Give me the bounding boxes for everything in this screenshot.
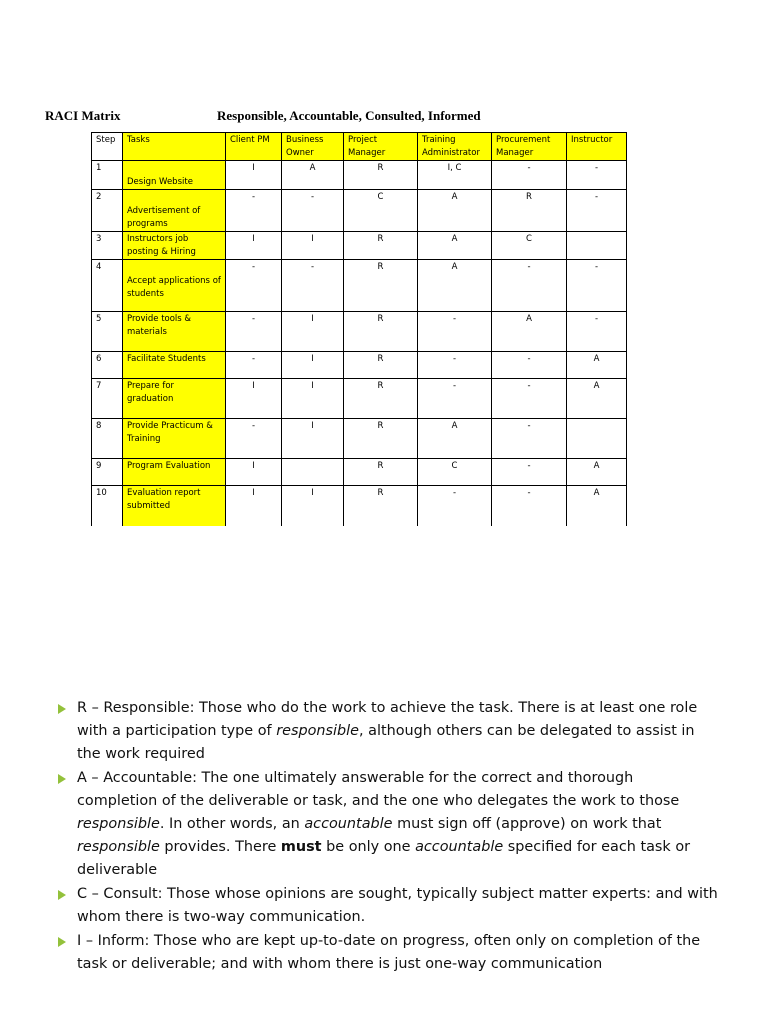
col-header-tasks: Tasks	[123, 133, 226, 161]
table-row	[92, 379, 627, 419]
step-cell: 2	[92, 190, 123, 232]
raci-value-cell: C	[344, 190, 418, 232]
table-row	[92, 486, 627, 526]
raci-value-cell: -	[226, 352, 282, 379]
col-header-training-administrator: Training Administrator	[418, 133, 492, 161]
raci-value-cell: -	[492, 352, 567, 379]
raci-value-cell: C	[418, 459, 492, 486]
raci-value-cell: A	[567, 459, 627, 486]
raci-value-cell: I	[282, 379, 344, 419]
raci-value-cell: I	[226, 486, 282, 526]
task-cell: Evaluation report submitted	[123, 486, 226, 526]
raci-value-cell: A	[492, 312, 567, 352]
raci-value-cell: -	[418, 352, 492, 379]
col-header-instructor: Instructor	[567, 133, 627, 161]
col-header-step: Step	[92, 133, 123, 161]
raci-value-cell: R	[344, 379, 418, 419]
raci-value-cell: A	[418, 260, 492, 312]
task-cell: Accept applications of students	[123, 260, 226, 312]
raci-value-cell: -	[492, 486, 567, 526]
raci-value-cell: R	[344, 232, 418, 260]
step-cell: 6	[92, 352, 123, 379]
step-cell: 8	[92, 419, 123, 459]
raci-value-cell: -	[492, 161, 567, 190]
col-header-project-manager: Project Manager	[344, 133, 418, 161]
raci-value-cell: A	[418, 419, 492, 459]
raci-value-cell: A	[282, 161, 344, 190]
legend-item-inform: I – Inform: Those who are kept up-to-date on progress, often only on completion of the task or deliverable; and with whom there is just one-way communication	[58, 930, 718, 976]
raci-value-cell: I	[282, 232, 344, 260]
matrix-title: RACI Matrix	[45, 108, 121, 123]
raci-value-cell: -	[492, 419, 567, 459]
raci-value-cell: I	[226, 459, 282, 486]
step-cell: 9	[92, 459, 123, 486]
raci-value-cell: -	[418, 312, 492, 352]
table-row	[92, 260, 627, 312]
col-header-procurement-manager: Procurement Manager	[492, 133, 567, 161]
step-cell: 10	[92, 486, 123, 526]
triangle-bullet-icon	[58, 890, 66, 900]
raci-value-cell: A	[418, 232, 492, 260]
raci-value-cell: I	[226, 379, 282, 419]
table-row	[92, 419, 627, 459]
raci-value-cell: -	[567, 190, 627, 232]
table-row	[92, 352, 627, 379]
step-cell: 1	[92, 161, 123, 190]
table-row	[92, 459, 627, 486]
raci-value-cell: -	[492, 260, 567, 312]
raci-value-cell: -	[226, 260, 282, 312]
task-cell: Facilitate Students	[123, 352, 226, 379]
raci-value-cell: A	[567, 352, 627, 379]
raci-value-cell: R	[492, 190, 567, 232]
step-cell: 7	[92, 379, 123, 419]
raci-value-cell: -	[226, 312, 282, 352]
raci-value-cell: -	[567, 161, 627, 190]
raci-value-cell: A	[567, 379, 627, 419]
task-cell: Prepare for graduation	[123, 379, 226, 419]
raci-value-cell: I, C	[418, 161, 492, 190]
raci-value-cell: R	[344, 352, 418, 379]
task-cell: Provide Practicum & Training	[123, 419, 226, 459]
raci-value-cell: R	[344, 260, 418, 312]
table-row	[92, 232, 627, 260]
table-row	[92, 161, 627, 190]
task-cell: Program Evaluation	[123, 459, 226, 486]
raci-value-cell: -	[567, 312, 627, 352]
raci-value-cell	[567, 232, 627, 260]
legend-item-accountable: A – Accountable: The one ultimately answerable for the correct and thorough completion of the deliverable or task, and the one who delegates the work to those responsible. In other words, an accountable must sign off (approve) on work that responsible provides. There must be only one accountable specified for each task or deliverable	[58, 767, 718, 882]
table-header-row	[92, 133, 627, 161]
table-row	[92, 190, 627, 232]
task-cell: Provide tools & materials	[123, 312, 226, 352]
raci-value-cell: I	[282, 486, 344, 526]
task-cell: Advertisement of programs	[123, 190, 226, 232]
raci-value-cell: -	[418, 379, 492, 419]
raci-legend	[58, 697, 718, 977]
task-cell: Design Website	[123, 161, 226, 190]
raci-value-cell: A	[418, 190, 492, 232]
triangle-bullet-icon	[58, 704, 66, 714]
raci-value-cell: A	[567, 486, 627, 526]
step-cell: 4	[92, 260, 123, 312]
legend-item-consult: C – Consult: Those whose opinions are sought, typically subject matter experts: and with whom there is two-way communication.	[58, 883, 718, 929]
raci-value-cell: -	[282, 190, 344, 232]
col-header-client-pm: Client PM	[226, 133, 282, 161]
legend-item-responsible: R – Responsible: Those who do the work to achieve the task. There is at least one role with a participation type of responsible, although others can be delegated to assist in the work required	[58, 697, 718, 766]
step-cell: 5	[92, 312, 123, 352]
matrix-subtitle: Responsible, Accountable, Consulted, Informed	[217, 108, 481, 123]
task-cell: Instructors job posting & Hiring	[123, 232, 226, 260]
raci-value-cell: -	[492, 459, 567, 486]
raci-value-cell: -	[567, 260, 627, 312]
raci-value-cell: -	[492, 379, 567, 419]
raci-value-cell: R	[344, 459, 418, 486]
raci-value-cell: R	[344, 312, 418, 352]
raci-value-cell	[282, 459, 344, 486]
col-header-business-owner: Business Owner	[282, 133, 344, 161]
raci-value-cell: I	[226, 232, 282, 260]
raci-value-cell: R	[344, 486, 418, 526]
raci-value-cell: -	[282, 260, 344, 312]
raci-value-cell: -	[226, 190, 282, 232]
raci-value-cell: I	[226, 161, 282, 190]
raci-value-cell	[567, 419, 627, 459]
raci-table	[91, 132, 627, 526]
table-row	[92, 312, 627, 352]
raci-value-cell: -	[418, 486, 492, 526]
step-cell: 3	[92, 232, 123, 260]
raci-value-cell: R	[344, 419, 418, 459]
raci-value-cell: I	[282, 352, 344, 379]
triangle-bullet-icon	[58, 937, 66, 947]
raci-value-cell: I	[282, 419, 344, 459]
raci-value-cell: -	[226, 419, 282, 459]
raci-value-cell: C	[492, 232, 567, 260]
raci-value-cell: R	[344, 161, 418, 190]
raci-value-cell: I	[282, 312, 344, 352]
triangle-bullet-icon	[58, 774, 66, 784]
